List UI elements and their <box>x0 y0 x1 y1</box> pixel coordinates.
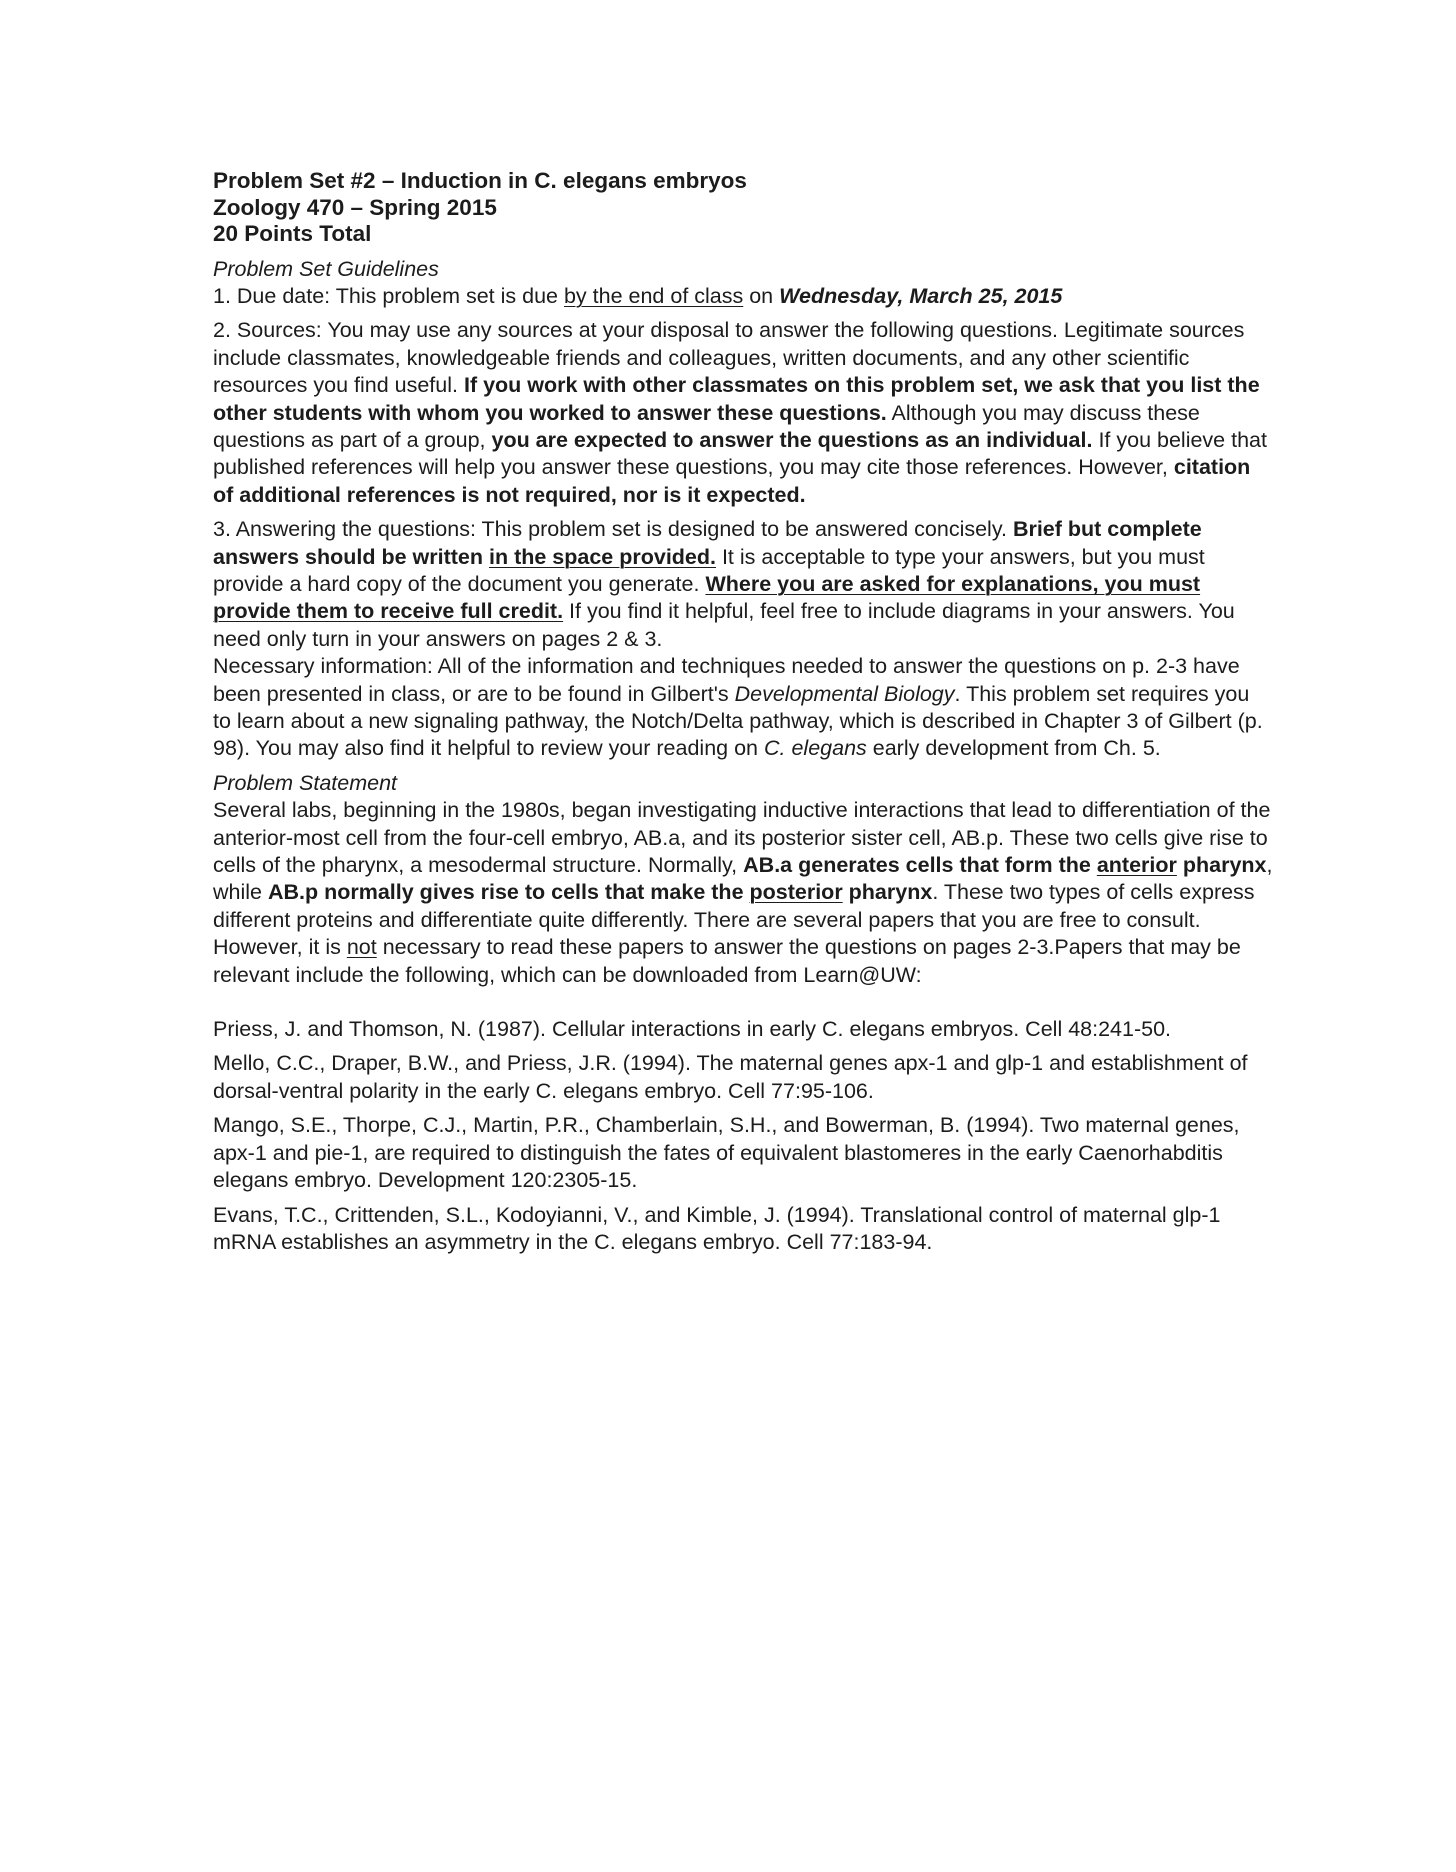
header-points: 20 Points Total <box>213 221 372 246</box>
statement-text-a: Several labs, beginning in the 1980s, began investigating inductive interactions that lead to differentiation of the anterior-most cell from the four-cell embryo, AB.a, and its posterior sister cell, AB.p. These two cells give rise to cells of the pharynx, a mesodermal structure. Normally, <box>213 798 1271 878</box>
sources-bold-b: you are expected to answer the questions as an individual. <box>491 427 1093 452</box>
due-date-on: on <box>743 283 780 308</box>
document-header <box>213 168 1273 248</box>
header-title: Problem Set #2 – Induction in C. elegans embryos <box>213 168 747 193</box>
answering-text-a: 3. Answering the questions: This problem set is designed to be answered concisely. <box>213 517 1013 542</box>
header-course: Zoology 470 – Spring 2015 <box>213 194 497 220</box>
sources-text-a: 2. Sources: You may use any sources at your disposal to answer the following questions. Legitimate sources include classmates, knowledgeable friends and colleagues, written documents, and any other scientific resources you find useful. <box>213 318 1245 398</box>
info-text-a: Necessary information: All of the information and techniques needed to answer the questions on p. 2-3 have been presented in class, or are to be found in Gilbert's <box>213 654 1240 706</box>
spacer <box>213 989 1273 1016</box>
info-text-b: . This problem set requires you to learn about a new signaling pathway, the Notch/Delta pathway, which is described in Chapter 3 of Gilbert (p. 98). You may also find it helpful to review your reading on <box>213 681 1263 761</box>
reference-item: Priess, J. and Thomson, N. (1987). Cellular interactions in early C. elegans embryos. Cell 48:241-50. <box>213 1017 1171 1042</box>
reference-list <box>213 1016 1273 1256</box>
statement-bold-c: AB.p normally gives rise to cells that make the <box>267 880 750 905</box>
answering-bold-a: Brief but complete answers should be written <box>213 517 1202 569</box>
sources-text-c: If you believe that published references will help you answer these questions, you may cite those references. However, <box>213 427 1267 480</box>
problem-statement <box>213 797 1273 989</box>
statement-bold-d: pharynx <box>842 880 933 905</box>
due-date-text: 1. Due date: This problem set is due <box>213 283 564 308</box>
statement-bold-a: AB.a generates cells that form the <box>743 853 1097 878</box>
answering-text-c: If you find it helpful, feel free to include diagrams in your answers. You need only turn in your answers on pages 2 & 3. <box>213 599 1235 651</box>
statement-posterior: posterior <box>749 880 843 905</box>
guideline-necessary-info <box>213 653 1273 763</box>
guideline-answering <box>213 516 1273 653</box>
guidelines-heading: Problem Set Guidelines <box>213 256 439 281</box>
sources-bold-a: If you work with other classmates on this problem set, we ask that you list the other students with whom you worked to answer these questions. <box>213 373 1260 425</box>
answering-text-b: It is acceptable to type your answers, but you must provide a hard copy of the document you generate. <box>213 544 1205 596</box>
sources-bold-c: citation of additional references is not required, nor is it expected. <box>213 455 1251 507</box>
answering-bold-ul-b: Where you are asked for explanations, you must provide them to receive full credit. <box>213 571 1201 624</box>
statement-text-b: , while <box>213 853 1273 905</box>
document-page <box>213 168 1273 1263</box>
statement-text-d: necessary to read these papers to answer the questions on pages 2-3.Papers that may be relevant include the following, which can be downloaded from Learn@UW: <box>213 935 1241 987</box>
statement-bold-b: pharynx <box>1176 853 1267 878</box>
info-book-title: Developmental Biology <box>734 681 955 706</box>
statement-anterior: anterior <box>1096 853 1177 878</box>
reference-item: Mello, C.C., Draper, B.W., and Priess, J.R. (1994). The maternal genes apx-1 and glp-1 and establishment of dorsal-ventral polarity in the early C. elegans embryo. Cell 77:95-106. <box>213 1051 1248 1103</box>
due-date-value: Wednesday, March 25, 2015 <box>779 283 1063 308</box>
due-date-underlined: by the end of class <box>563 283 744 308</box>
info-species: C. elegans <box>763 736 867 761</box>
answering-bold-ul-a: in the space provided. <box>488 544 716 569</box>
guideline-sources <box>213 317 1273 509</box>
guideline-due-date <box>213 283 1273 310</box>
reference-item: Evans, T.C., Crittenden, S.L., Kodoyianni, V., and Kimble, J. (1994). Translational control of maternal glp-1 mRNA establishes an asymmetry in the C. elegans embryo. Cell 77:183-94. <box>213 1202 1221 1254</box>
statement-text-c: . These two types of cells express different proteins and differentiate quite differently. There are several papers that you are free to consult. However, it is <box>213 880 1255 960</box>
statement-not: not <box>346 935 377 960</box>
info-text-c: early development from Ch. 5. <box>866 736 1161 761</box>
sources-text-b: Although you may discuss these questions as part of a group, <box>213 400 1200 452</box>
reference-item: Mango, S.E., Thorpe, C.J., Martin, P.R., Chamberlain, S.H., and Bowerman, B. (1994). Two maternal genes, apx-1 and pie-1, are required to distinguish the fates of equivalent blastomeres in the early Caenorhabditis elegans embryo. Development 120:2305-15. <box>213 1113 1240 1193</box>
statement-heading: Problem Statement <box>213 770 398 795</box>
